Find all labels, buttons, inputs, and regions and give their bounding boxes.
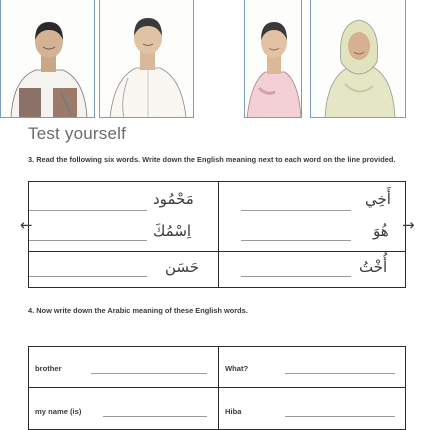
column-divider xyxy=(218,347,219,429)
column-divider xyxy=(218,182,219,287)
arabic-answer-line-4[interactable] xyxy=(285,416,395,417)
row-divider xyxy=(29,251,405,252)
illustration-panel-4 xyxy=(310,0,406,118)
illustration-strip xyxy=(0,0,430,120)
english-word-2: What? xyxy=(225,364,249,373)
exercise-4-table xyxy=(28,346,406,430)
boy-pink-shirt-figure-icon xyxy=(245,0,302,118)
illustration-panel-1 xyxy=(0,0,95,118)
arabic-word-6: أُخْتُ xyxy=(359,258,388,276)
answer-line-5[interactable] xyxy=(29,276,147,277)
answer-line-1[interactable] xyxy=(29,210,147,211)
english-word-4: Hiba xyxy=(225,407,242,416)
boy-light-shirt-figure-icon xyxy=(100,0,194,118)
arabic-word-5: حَسَن xyxy=(165,258,200,276)
arabic-word-1: مَحْمُود xyxy=(153,190,194,208)
next-arrow-icon[interactable]: → xyxy=(402,216,415,234)
row-divider xyxy=(29,387,405,388)
arabic-answer-line-3[interactable] xyxy=(103,416,207,417)
exercise-3-table xyxy=(28,181,406,288)
answer-line-3[interactable] xyxy=(29,240,147,241)
section-title: Test yourself xyxy=(28,124,127,143)
arabic-word-4: هُوَ xyxy=(373,222,389,240)
exercise-4-instruction: 4. Now write down the Arabic meaning of these English words. xyxy=(28,306,248,315)
illustration-panel-2 xyxy=(99,0,194,118)
answer-line-2[interactable] xyxy=(241,210,351,211)
arabic-word-2: أَخِي xyxy=(365,190,391,208)
exercise-3-instruction: 3. Read the following six words. Write down the English meaning next to each word on the line provided. xyxy=(28,155,396,164)
prev-arrow-icon[interactable]: ← xyxy=(20,216,33,234)
girl-headscarf-figure-icon xyxy=(311,0,406,118)
illustration-panel-3 xyxy=(244,0,302,118)
arabic-word-3: اِسْمُكَ xyxy=(153,222,192,240)
answer-line-4[interactable] xyxy=(241,240,351,241)
answer-line-6[interactable] xyxy=(241,276,351,277)
english-word-1: brother xyxy=(35,364,62,373)
arabic-answer-line-2[interactable] xyxy=(285,373,395,374)
english-word-3: my name (is) xyxy=(35,407,82,416)
arabic-answer-line-1[interactable] xyxy=(91,373,207,374)
boy-dark-hair-figure-icon xyxy=(1,0,95,118)
